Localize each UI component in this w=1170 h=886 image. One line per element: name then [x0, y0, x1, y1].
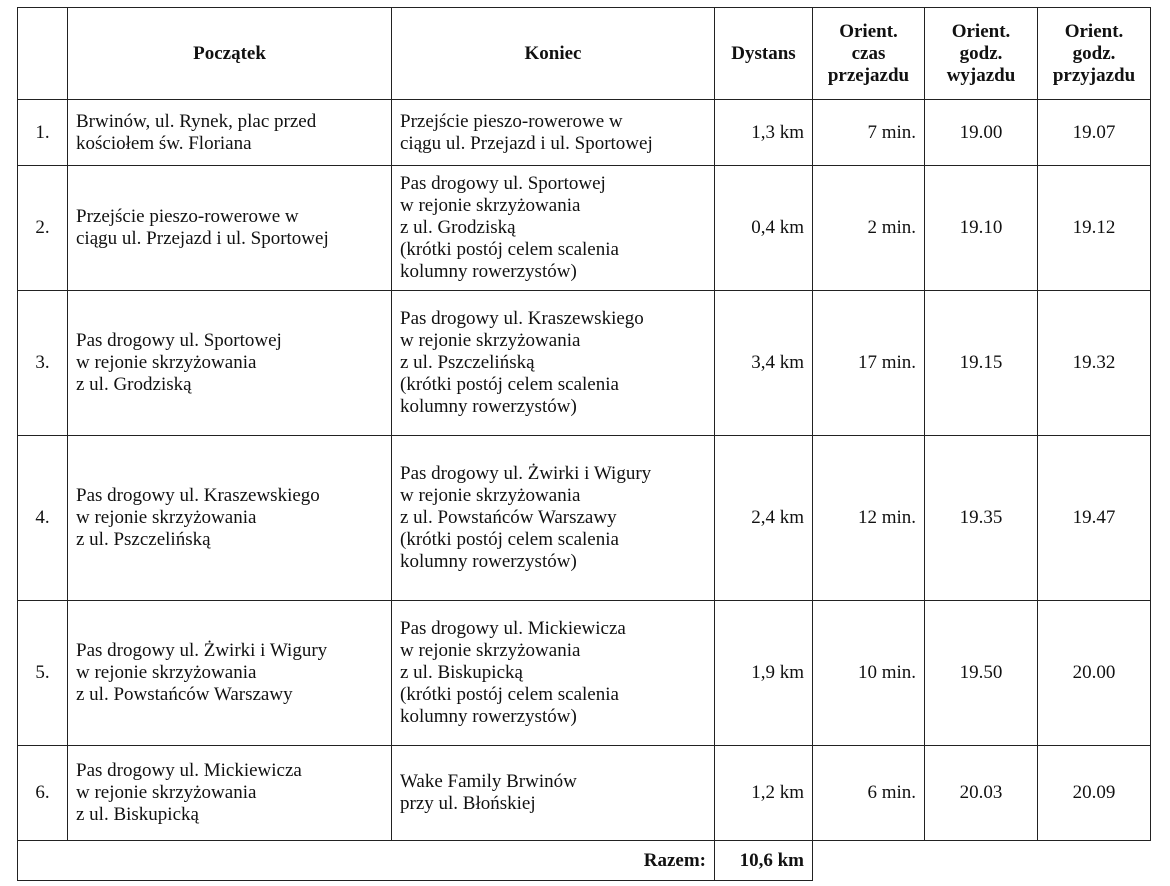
- start-line: Pas drogowy ul. Żwirki i Wigury: [76, 640, 328, 661]
- start-cell: [68, 601, 392, 746]
- start-line: kościołem św. Floriana: [76, 132, 252, 154]
- travel-time-cell: 6 min.: [813, 746, 925, 841]
- header-arrival-line: przyjazdu: [1052, 64, 1136, 86]
- table-row: [18, 601, 1151, 746]
- distance-cell: 1,3 km: [715, 100, 813, 166]
- header-arrival-line: Orient.: [1064, 20, 1124, 42]
- end-line: kolumny rowerzystów): [400, 396, 577, 417]
- start-cell: [68, 100, 392, 166]
- end-line: w rejonie skrzyżowania: [400, 640, 581, 661]
- start-line: w rejonie skrzyżowania: [76, 352, 257, 373]
- empty-cell: [813, 841, 1151, 881]
- total-label: Razem:: [18, 841, 715, 881]
- end-line: w rejonie skrzyżowania: [400, 195, 581, 216]
- end-line: z ul. Powstańców Warszawy: [400, 507, 617, 528]
- row-number: 5.: [18, 601, 68, 746]
- end-cell: [392, 436, 715, 601]
- header-travel-time-line: Orient.: [839, 20, 898, 42]
- departure-cell: 19.35: [925, 436, 1038, 601]
- start-line: w rejonie skrzyżowania: [76, 662, 257, 683]
- start-line: w rejonie skrzyżowania: [76, 782, 257, 803]
- start-line: ciągu ul. Przejazd i ul. Sportowej: [76, 228, 329, 249]
- start-cell: [68, 436, 392, 601]
- header-departure-line: Orient.: [951, 20, 1011, 42]
- travel-time-cell: 12 min.: [813, 436, 925, 601]
- start-line: Brwinów, ul. Rynek, plac przed: [76, 110, 317, 132]
- end-line: Pas drogowy ul. Kraszewskiego: [400, 308, 644, 329]
- end-line: Pas drogowy ul. Sportowej: [400, 173, 606, 194]
- departure-cell: 19.10: [925, 166, 1038, 291]
- end-line: Wake Family Brwinów: [400, 771, 577, 792]
- row-number: 6.: [18, 746, 68, 841]
- table-row: [18, 746, 1151, 841]
- end-line: (krótki postój celem scalenia: [400, 374, 619, 395]
- header-distance: Dystans: [715, 8, 813, 100]
- table-row: [18, 166, 1151, 291]
- start-line: z ul. Grodziską: [76, 374, 192, 395]
- end-line: Pas drogowy ul. Mickiewicza: [400, 618, 626, 639]
- travel-time-cell: 7 min.: [813, 100, 925, 166]
- start-cell: [68, 746, 392, 841]
- departure-cell: 20.03: [925, 746, 1038, 841]
- end-line: w rejonie skrzyżowania: [400, 485, 581, 506]
- end-cell: [392, 291, 715, 436]
- header-arrival: [1038, 8, 1151, 100]
- header-travel-time-line: przejazdu: [827, 64, 910, 86]
- arrival-cell: 20.00: [1038, 601, 1151, 746]
- row-number: 3.: [18, 291, 68, 436]
- header-departure: [925, 8, 1038, 100]
- start-line: Pas drogowy ul. Mickiewicza: [76, 760, 302, 781]
- end-line: Pas drogowy ul. Żwirki i Wigury: [400, 463, 652, 484]
- arrival-cell: 19.12: [1038, 166, 1151, 291]
- travel-time-cell: 10 min.: [813, 601, 925, 746]
- distance-cell: 1,9 km: [715, 601, 813, 746]
- departure-cell: 19.50: [925, 601, 1038, 746]
- end-line: przy ul. Błońskiej: [400, 793, 536, 814]
- header-end: Koniec: [392, 8, 715, 100]
- header-row: [18, 8, 1151, 100]
- start-line: Przejście pieszo-rowerowe w: [76, 206, 299, 227]
- end-line: kolumny rowerzystów): [400, 261, 577, 282]
- departure-cell: 19.15: [925, 291, 1038, 436]
- end-cell: [392, 746, 715, 841]
- table-row: [18, 100, 1151, 166]
- header-arrival-line: godz.: [1072, 42, 1116, 64]
- total-distance: 10,6 km: [715, 841, 813, 881]
- start-cell: [68, 166, 392, 291]
- table-row: [18, 291, 1151, 436]
- start-line: Pas drogowy ul. Kraszewskiego: [76, 485, 320, 506]
- end-cell: [392, 166, 715, 291]
- distance-cell: 1,2 km: [715, 746, 813, 841]
- start-line: z ul. Pszczelińską: [76, 529, 211, 550]
- row-number: 1.: [18, 100, 68, 166]
- end-line: kolumny rowerzystów): [400, 706, 577, 727]
- header-start: Początek: [68, 8, 392, 100]
- start-line: z ul. Biskupicką: [76, 804, 199, 825]
- route-table: [17, 7, 1151, 881]
- arrival-cell: 20.09: [1038, 746, 1151, 841]
- end-line: w rejonie skrzyżowania: [400, 330, 581, 351]
- start-line: w rejonie skrzyżowania: [76, 507, 257, 528]
- total-row: [18, 841, 1151, 881]
- end-line: Przejście pieszo-rowerowe w: [400, 110, 623, 132]
- distance-cell: 0,4 km: [715, 166, 813, 291]
- travel-time-cell: 2 min.: [813, 166, 925, 291]
- end-line: (krótki postój celem scalenia: [400, 239, 619, 260]
- distance-cell: 2,4 km: [715, 436, 813, 601]
- end-line: z ul. Biskupicką: [400, 662, 523, 683]
- end-cell: [392, 601, 715, 746]
- header-departure-line: wyjazdu: [946, 64, 1016, 86]
- end-cell: [392, 100, 715, 166]
- header-travel-time: [813, 8, 925, 100]
- arrival-cell: 19.07: [1038, 100, 1151, 166]
- arrival-cell: 19.47: [1038, 436, 1151, 601]
- end-line: (krótki postój celem scalenia: [400, 684, 619, 705]
- row-number: 2.: [18, 166, 68, 291]
- travel-time-cell: 17 min.: [813, 291, 925, 436]
- header-departure-line: godz.: [959, 42, 1003, 64]
- header-no: [18, 8, 68, 100]
- start-line: z ul. Powstańców Warszawy: [76, 684, 293, 705]
- end-line: ciągu ul. Przejazd i ul. Sportowej: [400, 132, 653, 154]
- row-number: 4.: [18, 436, 68, 601]
- end-line: z ul. Grodziską: [400, 217, 516, 238]
- end-line: z ul. Pszczelińską: [400, 352, 535, 373]
- end-line: kolumny rowerzystów): [400, 551, 577, 572]
- start-line: Pas drogowy ul. Sportowej: [76, 330, 282, 351]
- distance-cell: 3,4 km: [715, 291, 813, 436]
- header-travel-time-line: czas: [851, 42, 886, 64]
- departure-cell: 19.00: [925, 100, 1038, 166]
- table-row: [18, 436, 1151, 601]
- end-line: (krótki postój celem scalenia: [400, 529, 619, 550]
- start-cell: [68, 291, 392, 436]
- arrival-cell: 19.32: [1038, 291, 1151, 436]
